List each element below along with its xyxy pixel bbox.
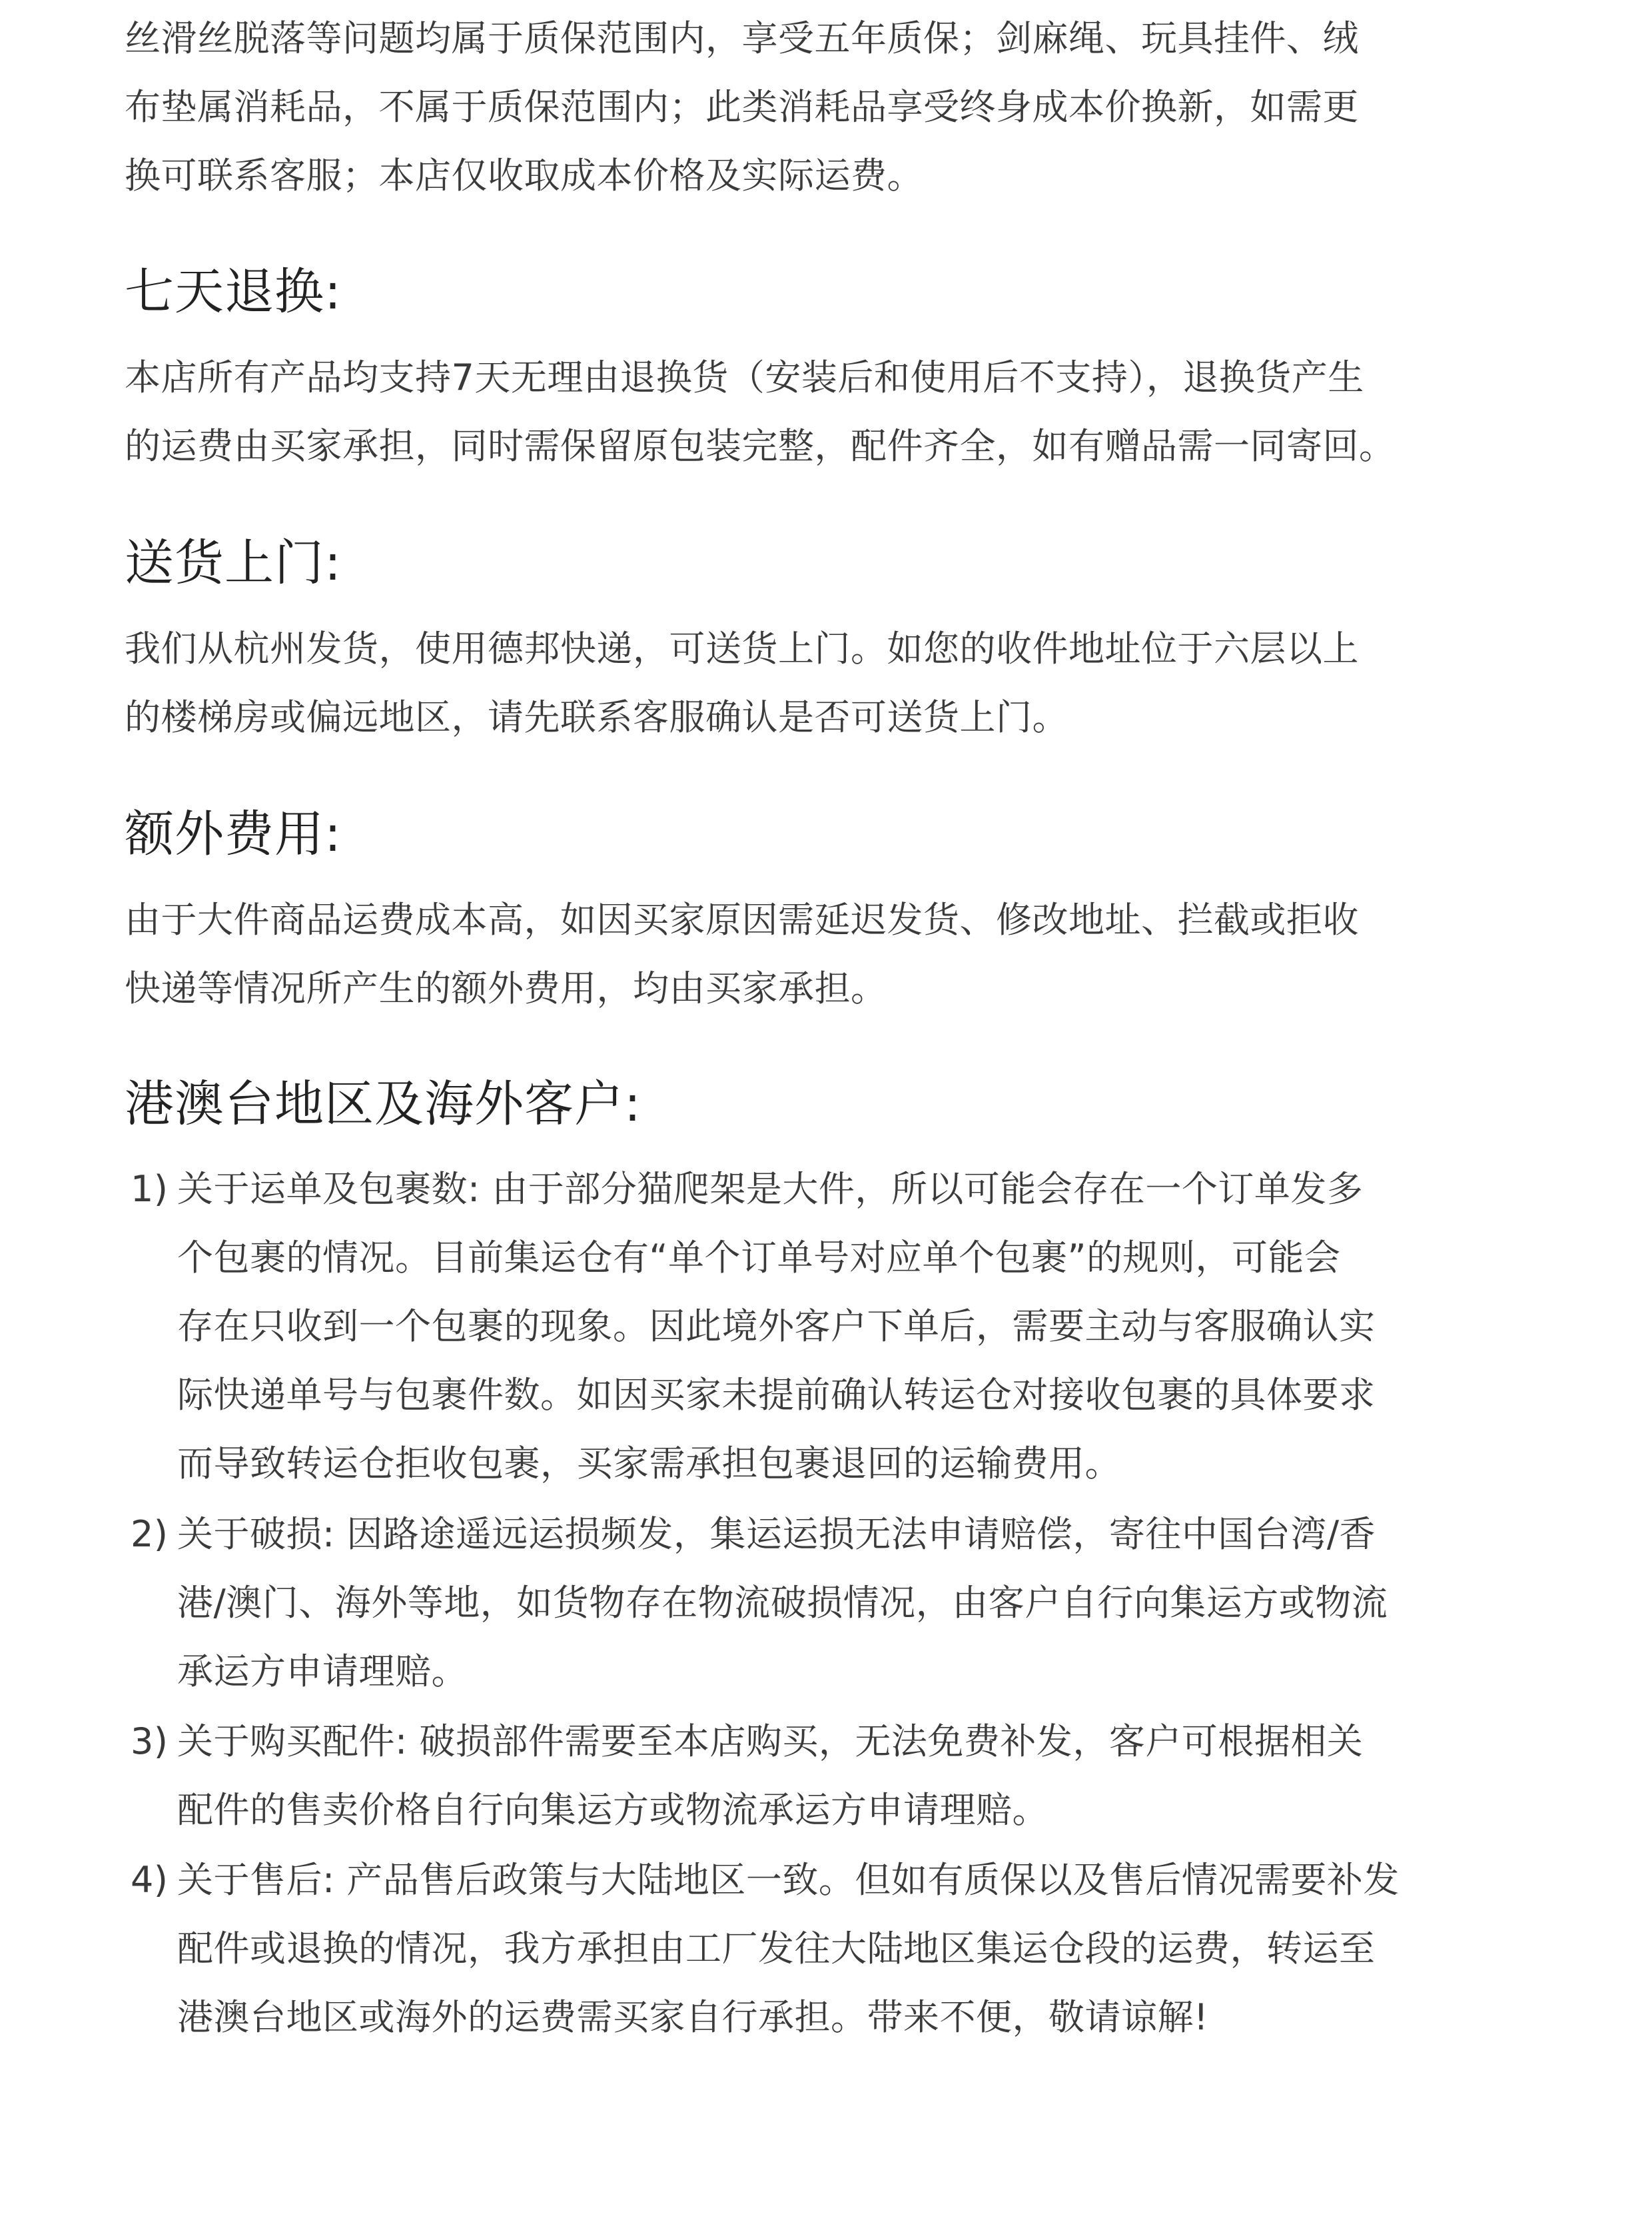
list-line: 存在只收到一个包裹的现象。因此境外客户下单后，需要主动与客服确认实 <box>177 1305 1376 1347</box>
overseas-heading: 港澳台地区及海外客户: <box>125 1075 641 1133</box>
paragraph-line: 的楼梯房或偏远地区，请先联系客服确认是否可送货上门。 <box>125 696 1068 738</box>
list-line: 配件的售卖价格自行向集运方或物流承运方申请理赔。 <box>177 1789 1048 1831</box>
return-policy-paragraph <box>125 343 1557 480</box>
paragraph-line: 快递等情况所产生的额外费用，均由买家承担。 <box>125 967 887 1009</box>
extra-fees-paragraph <box>125 885 1557 1023</box>
list-line: 港澳台地区或海外的运费需买家自行承担。带来不便，敬请谅解! <box>177 1996 1209 2038</box>
list-line: 承运方申请理赔。 <box>177 1650 468 1692</box>
list-item <box>131 1707 1569 1844</box>
list-line: 关于购买配件: 破损部件需要至本店购买，无法免费补发，客户可根据相关 <box>177 1720 1364 1762</box>
list-number: 4) <box>131 1859 169 1901</box>
list-line: 个包裹的情况。目前集运仓有“单个订单号对应单个包裹”的规则，可能会 <box>177 1237 1341 1279</box>
list-number: 2) <box>131 1513 169 1555</box>
paragraph-line: 我们从杭州发货，使用德邦快递，可送货上门。如您的收件地址位于六层以上 <box>125 628 1359 670</box>
delivery-heading: 送货上门: <box>125 534 342 592</box>
list-item <box>131 1155 1569 1498</box>
list-line: 配件或退换的情况，我方承担由工厂发往大陆地区集运仓段的运费，转运至 <box>177 1928 1376 1969</box>
delivery-paragraph <box>125 614 1557 752</box>
list-number: 1) <box>131 1168 169 1210</box>
paragraph-line: 由于大件商品运费成本高，如因买家原因需延迟发货、修改地址、拦截或拒收 <box>125 899 1359 941</box>
warranty-paragraph <box>125 4 1557 210</box>
list-item <box>131 1846 1569 2051</box>
list-line: 而导致转运仓拒收包裹，买家需承担包裹退回的运输费用。 <box>177 1442 1121 1484</box>
list-line: 关于破损: 因路途遥远运损频发，集运运损无法申请赔偿，寄往中国台湾/香 <box>177 1513 1376 1555</box>
paragraph-line: 换可联系客服；本店仅收取成本价格及实际运费。 <box>125 155 923 197</box>
list-item <box>131 1500 1569 1706</box>
paragraph-line: 丝滑丝脱落等问题均属于质保范围内，享受五年质保；剑麻绳、玩具挂件、绒 <box>125 17 1359 59</box>
list-line: 关于售后: 产品售后政策与大陆地区一致。但如有质保以及售后情况需要补发 <box>177 1859 1400 1901</box>
return-policy-heading: 七天退换: <box>125 263 342 320</box>
list-line: 际快递单号与包裹件数。如因买家未提前确认转运仓对接收包裹的具体要求 <box>177 1374 1376 1416</box>
list-number: 3) <box>131 1720 169 1762</box>
paragraph-line: 本店所有产品均支持7天无理由退换货（安装后和使用后不支持），退换货产生 <box>125 356 1364 398</box>
paragraph-line: 布垫属消耗品，不属于质保范围内；此类消耗品享受终身成本价换新，如需更 <box>125 86 1359 128</box>
paragraph-line: 的运费由买家承担，同时需保留原包装完整，配件齐全，如有赠品需一同寄回。 <box>125 425 1396 467</box>
list-line: 港/澳门、海外等地，如货物存在物流破损情况，由客户自行向集运方或物流 <box>177 1582 1388 1624</box>
extra-fees-heading: 额外费用: <box>125 806 342 863</box>
list-line: 关于运单及包裹数: 由于部分猫爬架是大件，所以可能会存在一个订单发多 <box>177 1168 1364 1210</box>
